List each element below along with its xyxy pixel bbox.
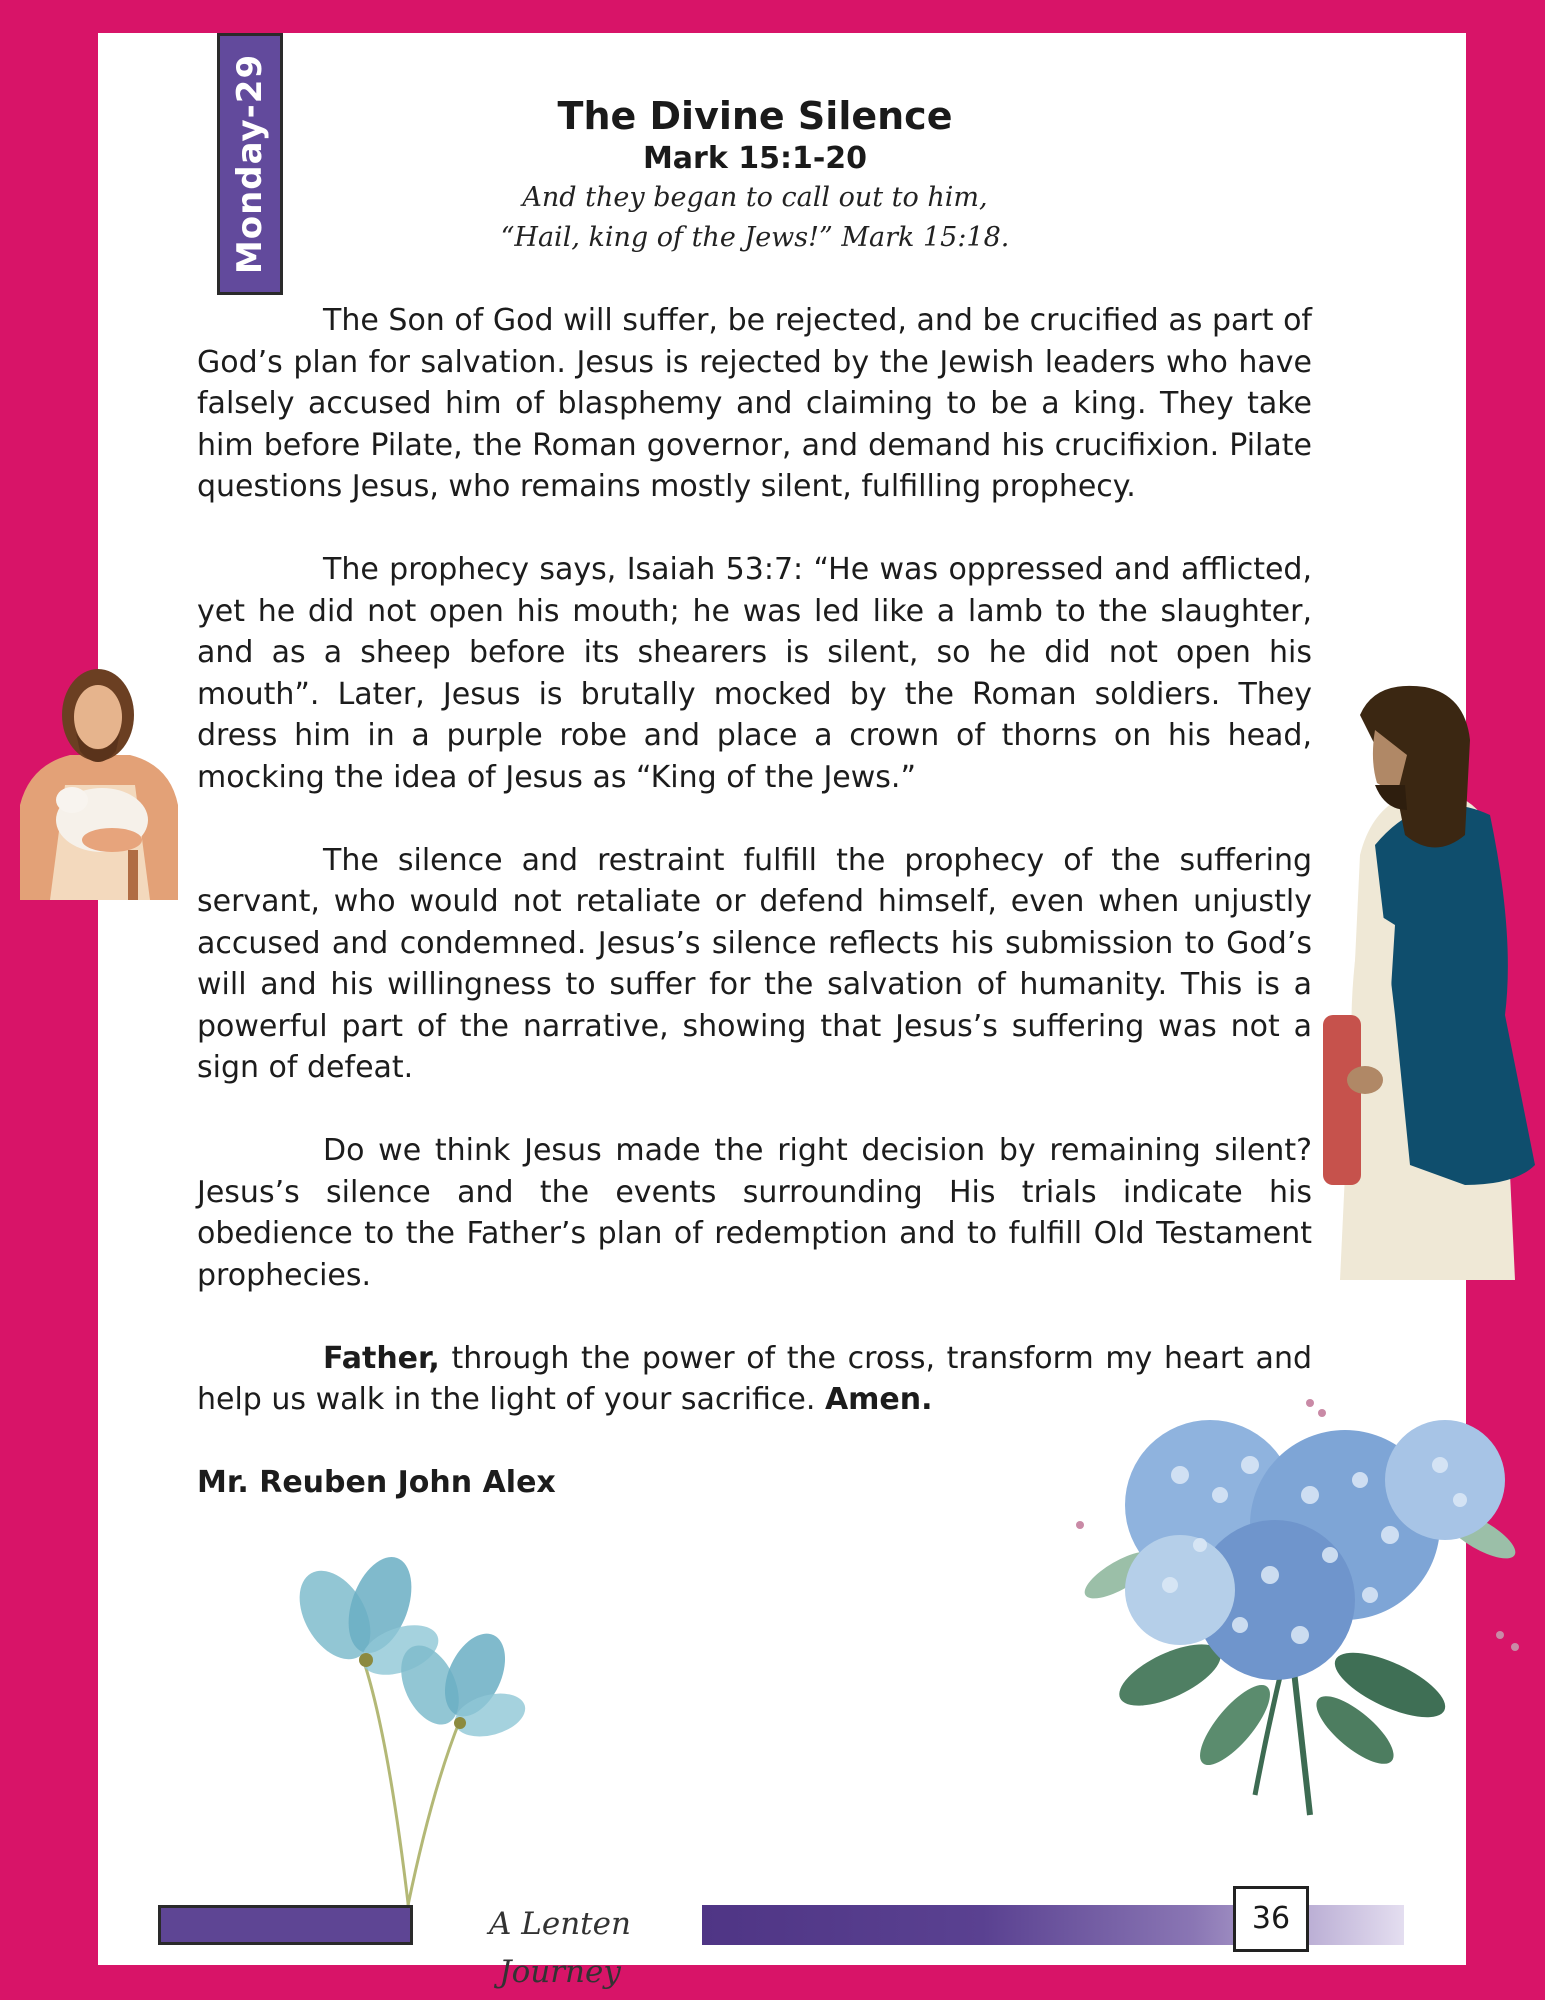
prayer-end: Amen. [824, 1382, 933, 1417]
paragraph-3: The silence and restraint fulfill the prophecy of the suffering servant, who would not retaliate or defend himself, even when unjustly accused and condemned. Jesus’s silence reflects his submission to God’s will and his willingness to suffer for the salvation of humanity. This is a powerful part of the narrative, showing that Jesus’s suffering was not a sign of defeat. [197, 842, 1312, 1085]
devotion-header [380, 92, 1130, 258]
prayer-lead: Father, [323, 1340, 440, 1376]
author-name: Mr. Reuben John Alex [197, 1465, 556, 1500]
shepherd-with-lamb-illustration [10, 655, 185, 900]
devotion-body [197, 300, 1312, 1545]
verse-line-1: And they began to call out to him, [522, 182, 988, 213]
devotion-title: The Divine Silence [557, 94, 953, 138]
paragraph-1: The Son of God will suffer, be rejected, and be crucified as part of God’s plan for salvation. Jesus is rejected by the Jewish leaders who have falsely accused him of blasphemy and claiming to be a king. They take him before Pilate, the Roman governor, and demand his crucifixion. Pilate questions Jesus, who remains mostly silent, fulfilling prophecy. [197, 303, 1312, 504]
paragraph-4: Do we think Jesus made the right decision by remaining silent? Jesus’s silence and the events surrounding His trials indicate his obedience to the Father’s plan of redemption and to fulfill Old Testament prophecies. [197, 1133, 1312, 1293]
jesus-blue-robe-illustration [1315, 685, 1545, 1280]
scripture-reference: Mark 15:1-20 [642, 141, 868, 176]
footer-bar-left [158, 1905, 413, 1945]
watercolor-blue-flowers-illustration [280, 1545, 550, 1925]
day-tab-label: Monday-29 [230, 53, 271, 275]
paragraph-2: The prophecy says, Isaiah 53:7: “He was oppressed and afflicted, yet he did not open his mouth; he was led like a lamb to the slaughter, and as a sheep before its shearers is silent, so he did not open his mouth”. Later, Jesus is brutally mocked by the Roman soldiers. They dress him in a purple robe and place a crown of thorns on his head, mocking the idea of Jesus as “King of the Jews.” [197, 552, 1312, 795]
verse-line-2: “Hail, king of the Jews!” Mark 15:18. [500, 222, 1010, 253]
prayer-text: through the power of the cross, transform my heart and help us walk in the light of your sacrifice. [197, 1340, 1312, 1417]
footer-title: A Lenten Journey [489, 1906, 631, 1990]
day-tab [217, 33, 283, 295]
page-number: 36 [1233, 1886, 1309, 1952]
hydrangea-bouquet-illustration [1060, 1385, 1545, 1825]
